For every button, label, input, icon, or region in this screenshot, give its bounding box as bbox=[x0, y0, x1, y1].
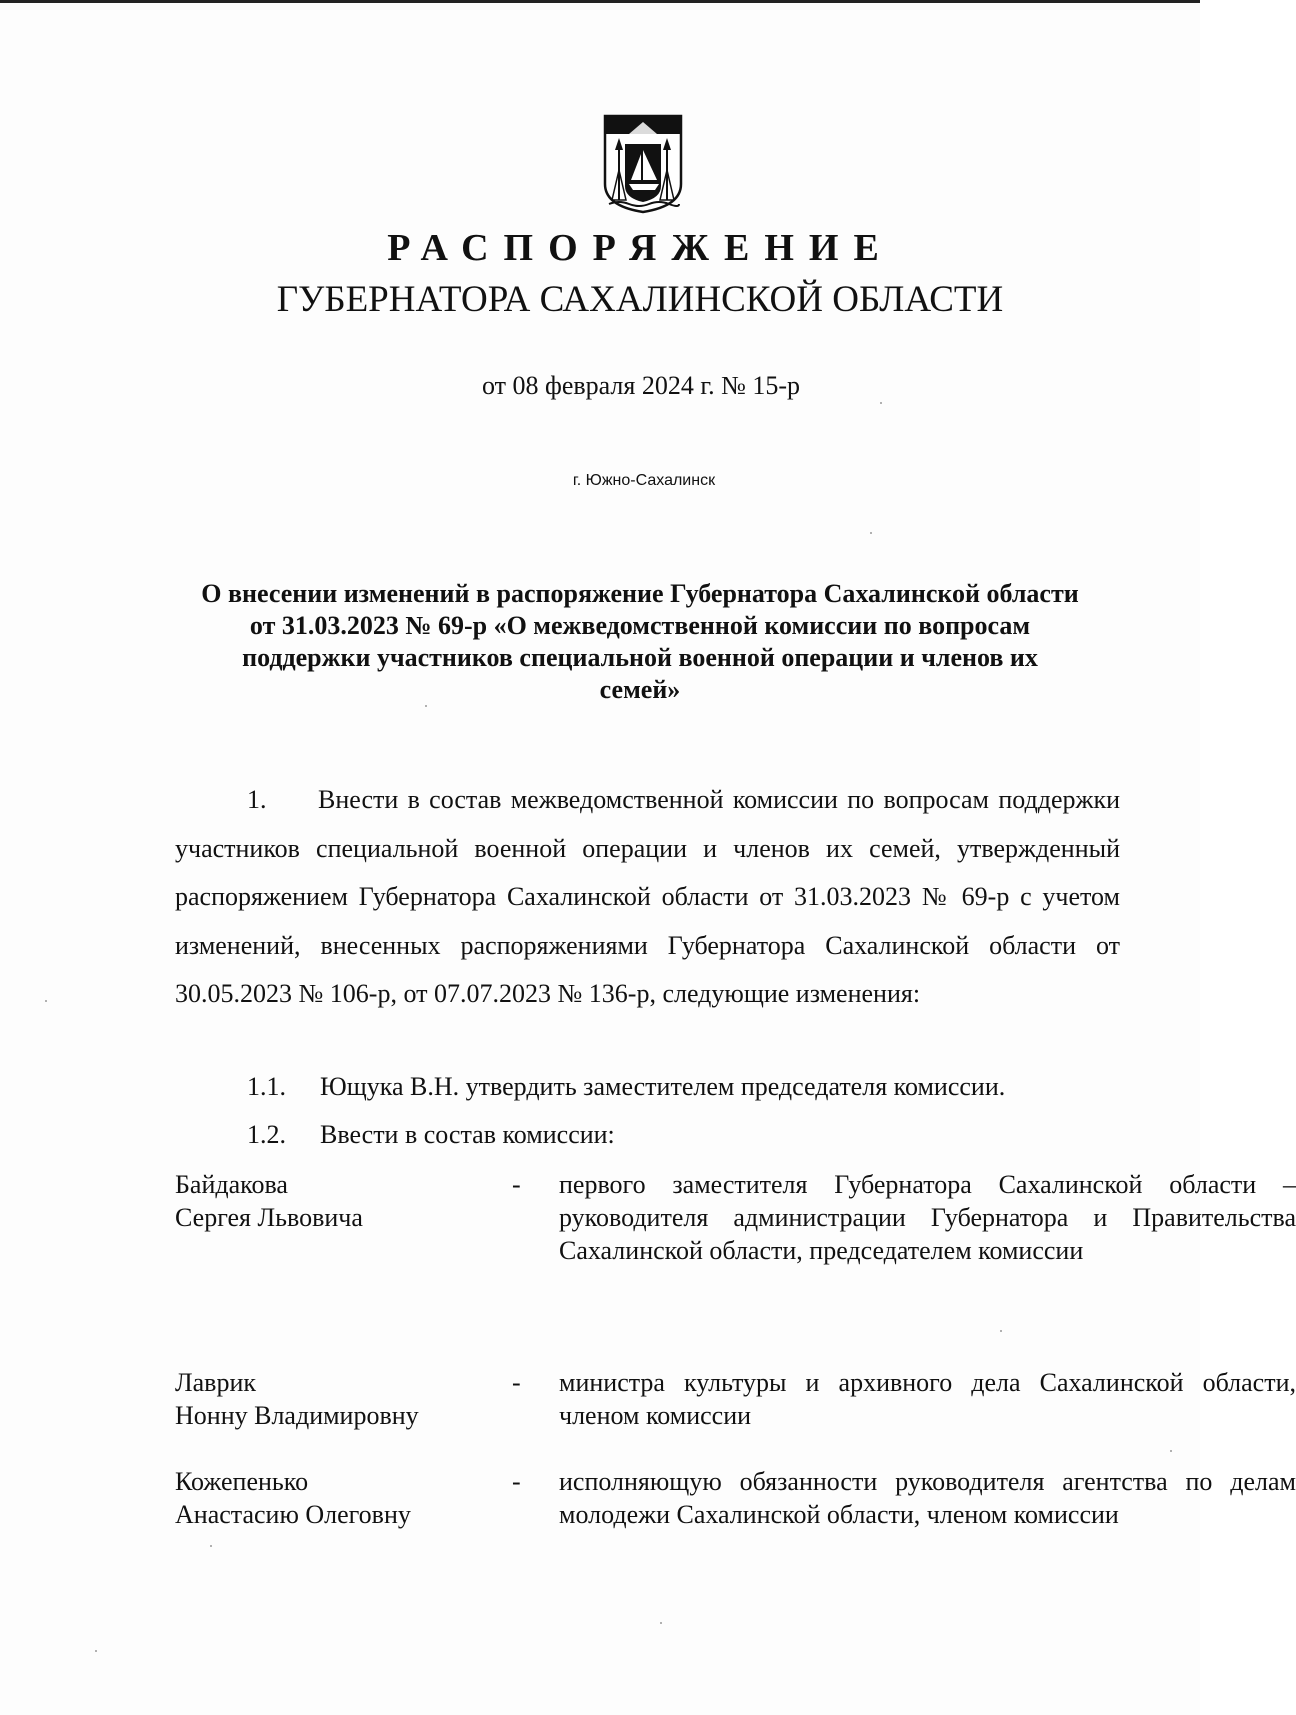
item-1-1 bbox=[175, 1071, 1120, 1103]
member-entry bbox=[175, 1168, 1296, 1338]
member-surname: Лаврик bbox=[175, 1368, 256, 1397]
member-surname: Байдакова bbox=[175, 1170, 288, 1199]
scan-speck bbox=[95, 1650, 97, 1652]
scan-speck bbox=[45, 1000, 47, 1002]
document-date-number: от 08 февраля 2024 г. № 15-р bbox=[481, 371, 801, 400]
member-role: первого заместителя Губернатора Сахалинской области – руководителя администрации Губернатора и Правительства Сахалинской области, председателем комиссии bbox=[559, 1170, 1296, 1265]
document-issuer: ГУБЕРНАТОРА САХАЛИНСКОЙ ОБЛАСТИ bbox=[276, 279, 1004, 320]
scan-speck bbox=[210, 1545, 212, 1547]
member-given-name: Сергея Львовича bbox=[175, 1203, 363, 1232]
scan-speck bbox=[880, 402, 882, 404]
member-name bbox=[175, 1366, 475, 1432]
item-1-2 bbox=[175, 1119, 1120, 1151]
scan-speck bbox=[660, 1622, 662, 1624]
member-dash: - bbox=[512, 1467, 521, 1496]
member-dash: - bbox=[512, 1170, 521, 1199]
paragraph-1-number: 1. bbox=[247, 785, 267, 814]
member-entry bbox=[175, 1465, 1296, 1565]
member-given-name: Нонну Владимировну bbox=[175, 1401, 419, 1430]
scan-edge-line bbox=[0, 0, 1200, 3]
member-name bbox=[175, 1168, 475, 1234]
member-dash: - bbox=[512, 1368, 521, 1397]
paragraph-1 bbox=[175, 776, 1120, 1019]
member-surname: Кожепенько bbox=[175, 1467, 309, 1496]
scan-speck bbox=[1000, 1330, 1002, 1332]
document-subject: О внесении изменений в распоряжение Губернатора Сахалинской области от 31.03.2023 № 69-р «О межведомственной комиссии по вопросам поддержки участников специальной военной операции и членов их семей» bbox=[201, 579, 1079, 704]
item-1-1-text: Ющука В.Н. утвердить заместителем председателя комиссии. bbox=[320, 1072, 1006, 1101]
item-1-2-number: 1.2. bbox=[247, 1120, 286, 1149]
scan-speck bbox=[1170, 1450, 1172, 1452]
paragraph-1-text: Внести в состав межведомственной комиссии по вопросам поддержки участников специальной военной операции и членов их семей, утвержденный распоряжением Губернатора Сахалинской области от 31.03.2023 № 69-р с учетом изменений, внесенных распоряжениями Губернатора Сахалинской области от 30.05.2023 № 106-р, от 07.07.2023 № 136-р, следующие изменения: bbox=[175, 785, 1120, 1008]
member-name bbox=[175, 1465, 475, 1531]
document-kind-title: РАСПОРЯЖЕНИЕ bbox=[387, 227, 894, 269]
document-place: г. Южно-Сахалинск bbox=[572, 472, 716, 489]
scan-speck bbox=[870, 532, 872, 534]
member-role: министра культуры и архивного дела Сахалинской области, членом комиссии bbox=[559, 1368, 1296, 1430]
item-1-1-number: 1.1. bbox=[247, 1072, 286, 1101]
member-given-name: Анастасию Олеговну bbox=[175, 1500, 411, 1529]
item-1-2-text: Ввести в состав комиссии: bbox=[320, 1120, 615, 1149]
member-role: исполняющую обязанности руководителя агентства по делам молодежи Сахалинской области, членом комиссии bbox=[559, 1467, 1296, 1529]
member-entry bbox=[175, 1366, 1296, 1436]
coat-of-arms-icon bbox=[599, 114, 687, 214]
paragraph-1-indent bbox=[175, 776, 318, 825]
scan-speck bbox=[425, 705, 427, 707]
